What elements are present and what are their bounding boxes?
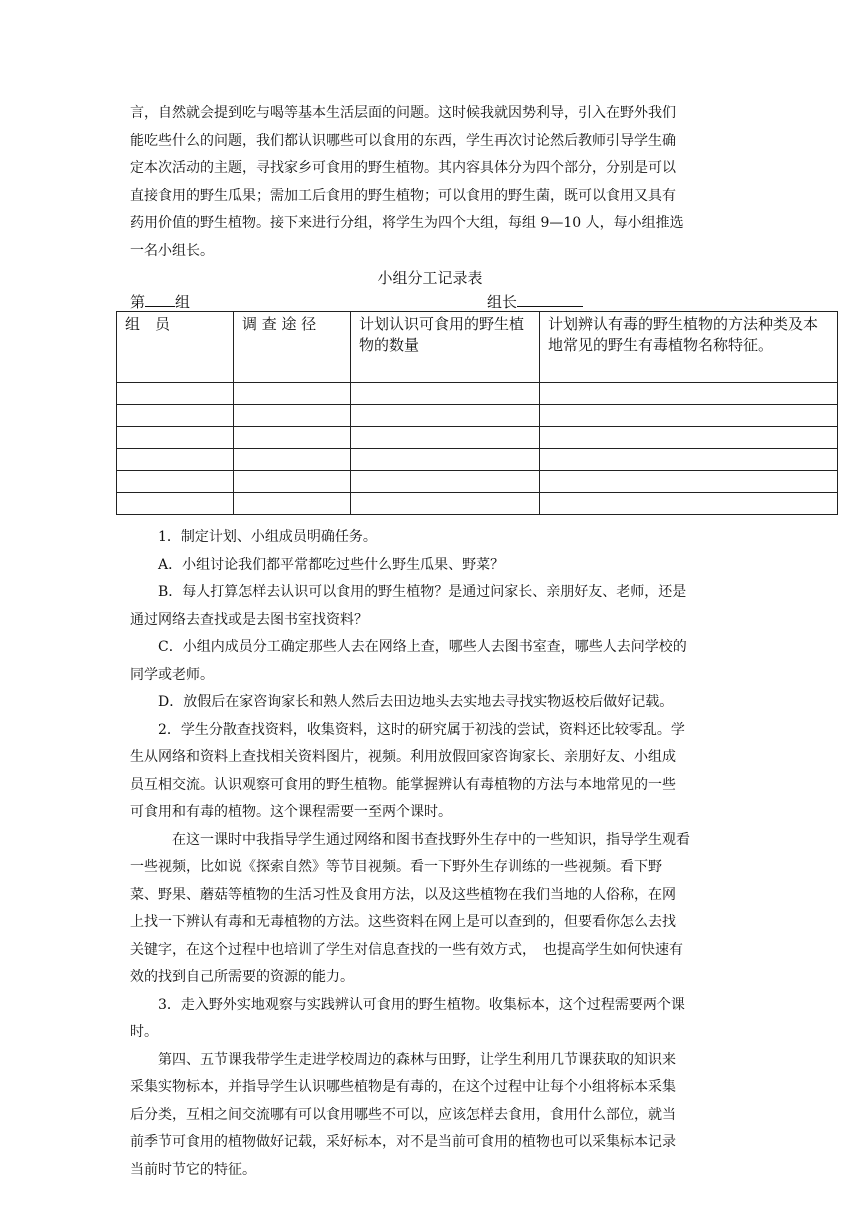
table-cell: [540, 405, 838, 427]
last-paragraph-line: 当前时节它的特征。: [130, 1161, 256, 1178]
table-cell: [234, 493, 351, 515]
table-cell: [117, 427, 234, 449]
step-2-line: 2．学生分散查找资料，收集资料，这时的研究属于初浅的尝试，资料还比较零乱。学: [158, 721, 685, 738]
last-paragraph-line: 后分类，互相之间交流哪有可以食用哪些不可以，应该怎样去食用，食用什么部位，就当: [130, 1106, 676, 1123]
step-1-heading: 1．制定计划、小组成员明确任务。: [158, 529, 377, 545]
table-cell: [117, 471, 234, 493]
group-number-blank: [145, 291, 175, 307]
class-paragraph-line: 关键字，在这个过程中也培训了学生对信息查找的一些有效方式， 也提高学生如何快速有: [130, 941, 683, 958]
step-2-line: 生从网络和资料上查找相关资料图片，视频。利用放假回家咨询家长、亲朋好友、小组成: [130, 749, 676, 765]
group-assignment-table: [116, 311, 838, 515]
intro-paragraph: [130, 100, 730, 265]
steps-section: [130, 524, 730, 1184]
table-cell: [540, 427, 838, 449]
table-cell: [540, 493, 838, 515]
table-cell: [351, 383, 540, 405]
table-cell: [351, 493, 540, 515]
table-cell: [117, 449, 234, 471]
class-paragraph-line: 上找一下辨认有毒和无毒植物的方法。这些资料在网上是可以查到的，但要看你怎么去找: [130, 914, 676, 930]
table-cell: [234, 383, 351, 405]
table-cell: [351, 427, 540, 449]
table-cell: [234, 471, 351, 493]
table-cell: [234, 449, 351, 471]
step-2-line: 可食用和有毒的植物。这个课程需要一至两个课时。: [130, 804, 452, 820]
table-row: [117, 493, 838, 515]
header-members: 组 员: [117, 312, 234, 383]
table-row: [117, 471, 838, 493]
table-cell: [117, 493, 234, 515]
table-row: [117, 427, 838, 449]
header-edible-plant-count: 计划认识可食用的野生植物的数量: [351, 312, 540, 383]
table-row: [117, 405, 838, 427]
text-line: 能吃些什么的问题，我们都认识哪些可以食用的东西，学生再次讨论然后教师引导学生确: [130, 132, 676, 149]
text-line: 药用价值的野生植物。接下来进行分组，将学生为四个大组，每组 9—10 人，每小组推选: [130, 215, 684, 231]
table-cell: [540, 449, 838, 471]
step-a: A．小组讨论我们都平常都吃过些什么野生瓜果、野菜？: [158, 556, 505, 573]
step-3-line: 时。: [130, 1024, 158, 1040]
table-cell: [351, 471, 540, 493]
last-paragraph-line: 第四、五节课我带学生走进学校周边的森林与田野，让学生利用几节课获取的知识来: [158, 1051, 676, 1068]
table-row: [117, 383, 838, 405]
table-cell: [540, 471, 838, 493]
table-cell: [540, 383, 838, 405]
last-paragraph-line: 采集实物标本，并指导学生认识哪些植物是有毒的，在这个过程中让每个小组将标本采集: [130, 1079, 676, 1095]
group-number-label: [130, 291, 190, 312]
header-toxic-plant-methods: 计划辨认有毒的野生植物的方法种类及本地常见的野生有毒植物名称特征。: [540, 312, 838, 383]
class-paragraph-line: 菜、野果、蘑菇等植物的生活习性及食用方法，以及这些植物在我们当地的人俗称，在网: [130, 886, 676, 903]
leader-name-blank: [517, 291, 583, 307]
group-suffix: 组: [175, 293, 191, 311]
table-cell: [351, 405, 540, 427]
class-paragraph-line: 在这一课时中我指导学生通过网络和图书查找野外生存中的一些知识，指导学生观看: [172, 831, 690, 848]
step-c-line: C．小组内成员分工确定那些人去在网络上查，哪些人去图书室查，哪些人去问学校的: [158, 639, 687, 655]
class-paragraph-line: 一些视频，比如说《探索自然》等节目视频。看一下野外生存训练的一些视频。看下野: [130, 859, 662, 875]
step-c-line: 同学或老师。: [130, 666, 214, 683]
text-line: 一名小组长。: [130, 242, 214, 259]
table-cell: [351, 449, 540, 471]
table-cell: [234, 405, 351, 427]
text-line: 言，自然就会提到吃与喝等基本生活层面的问题。这时候我就因势利导，引入在野外我们: [130, 105, 676, 121]
table-header-row: [117, 312, 838, 383]
group-prefix: 第: [130, 293, 146, 311]
header-survey-method: 调 查 途 径: [234, 312, 351, 383]
step-b-line: 通过网络去查找或是去图书室找资料？: [130, 611, 368, 628]
table-cell: [117, 405, 234, 427]
text-line: 定本次活动的主题，寻找家乡可食用的野生植物。其内容具体分为四个部分，分别是可以: [130, 160, 676, 176]
group-leader-label: [487, 291, 583, 312]
table-title: 小组分工记录表: [377, 269, 483, 287]
step-3-line: 3．走入野外实地观察与实践辨认可食用的野生植物。收集标本，这个过程需要两个课: [158, 996, 685, 1013]
class-paragraph-line: 效的找到自己所需要的资源的能力。: [130, 969, 354, 985]
table-cell: [234, 427, 351, 449]
step-d: D．放假后在家咨询家长和熟人然后去田边地头去实地去寻找实物返校后做好记载。: [158, 694, 674, 710]
step-2-line: 员互相交流。认识观察可食用的野生植物。能掌握辨认有毒植物的方法与本地常见的一些: [130, 776, 676, 793]
last-paragraph-line: 前季节可食用的植物做好记载，采好标本，对不是当前可食用的植物也可以采集标本记录: [130, 1134, 676, 1150]
leader-label: 组长: [487, 293, 518, 311]
text-line: 直接食用的野生瓜果；需加工后食用的野生植物；可以食用的野生菌，既可以食用又具有: [130, 187, 676, 204]
table-row: [117, 449, 838, 471]
step-b-line: B．每人打算怎样去认识可以食用的野生植物？是通过问家长、亲朋好友、老师，还是: [158, 584, 687, 600]
table-cell: [117, 383, 234, 405]
